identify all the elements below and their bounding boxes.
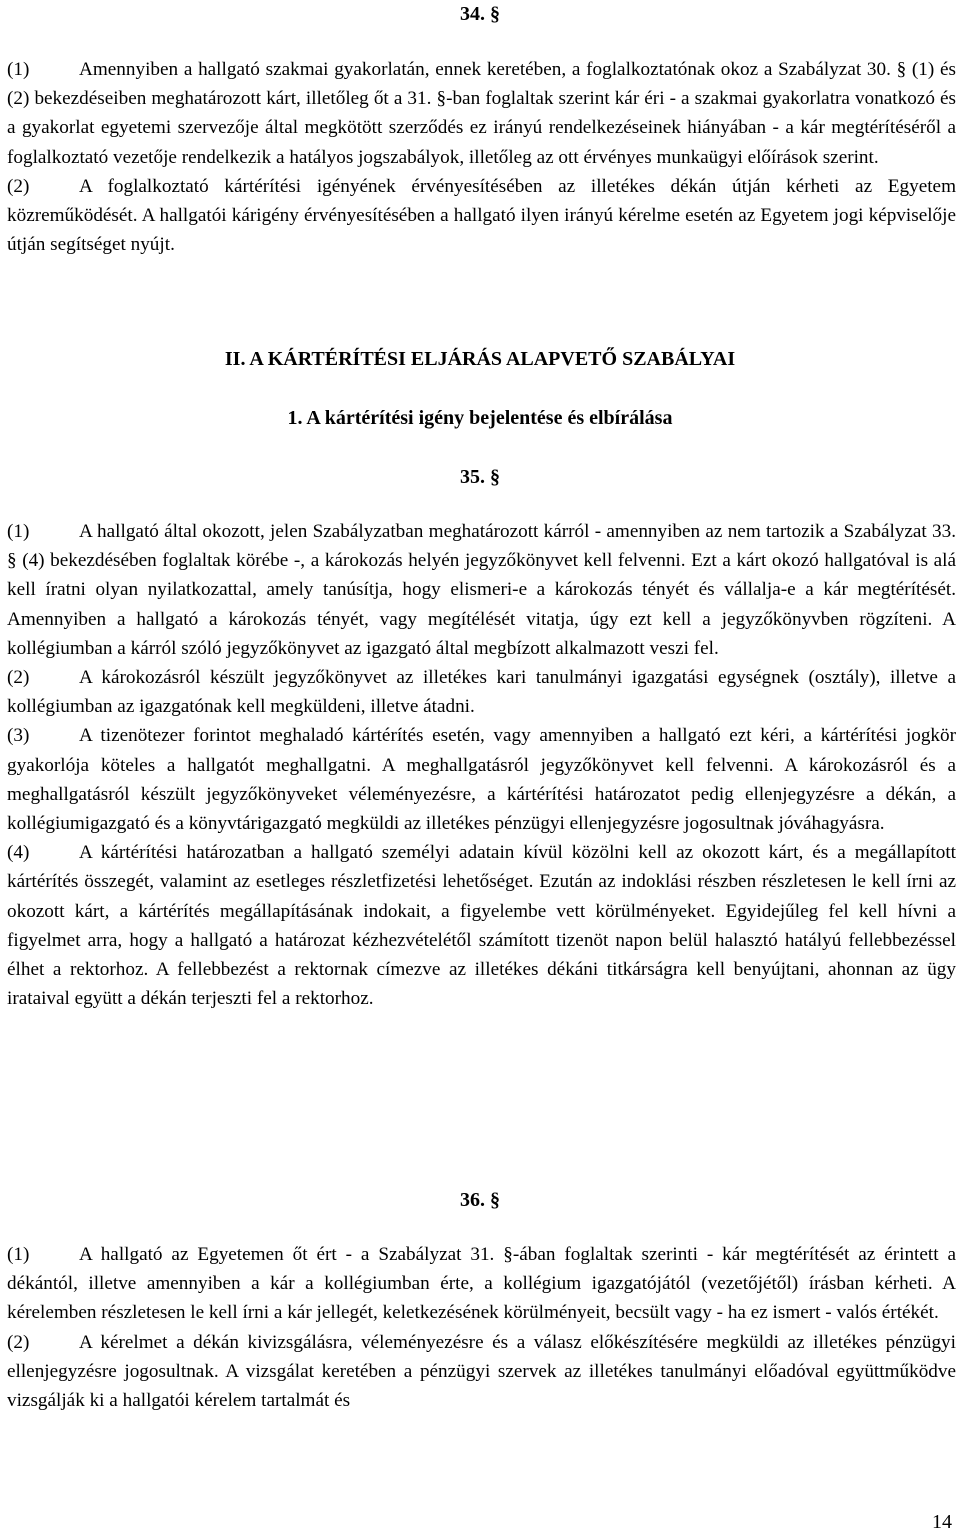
section-body-36	[0, 1240, 960, 1415]
paragraph-number: (1)	[7, 59, 30, 80]
section-body-35	[0, 517, 960, 1013]
section-body-34	[0, 55, 960, 259]
paragraph-number: (1)	[7, 521, 30, 542]
paragraph-36-1	[0, 1240, 960, 1328]
chapter-title: II. A KÁRTÉRÍTÉSI ELJÁRÁS ALAPVETŐ SZABÁLYAI	[224, 348, 736, 370]
section-title-35: 35. §	[460, 466, 500, 488]
paragraph-35-4	[0, 838, 960, 1013]
paragraph-number: (3)	[7, 725, 30, 747]
paragraph-text: A kérelmet a dékán kivizsgálásra, véleményezésre és a válasz előkészítésére megküldi az illetékes pénzügyi ellenjegyzésre jogosultnak. A vizsgálat keretében a pénzügyi szervek az illetékes tanulmányi előadóval együttműködve vizsgálják ki a hallgatói kérelem tartalmát és	[7, 1331, 956, 1412]
paragraph-text: A hallgató által okozott, jelen Szabályzatban meghatározott kárról - amennyiben az nem tartozik a Szabályzat 33. § (4) bekezdésében foglaltak körébe -, a károkozás helyén jegyzőkönyvet kell felvenni. Ezt a kárt okozó hallgatóval is alá kell íratni olyan nyilatkozattal, amely tanúsítja, hogy elismeri-e a károkozás tényét és vállalja-e a kár megtérítését. Amennyiben a hallgató a károkozás tényét, vagy megítélését vitatja, úgy ezt kell a jegyzőkönyvben rögzíteni. A kollégiumban a kárról szóló jegyzőkönyvet az igazgató által megbízott alkalmazott veszi fel.	[7, 521, 956, 659]
paragraph-number: (2)	[7, 1331, 30, 1353]
paragraph-text: Amennyiben a hallgató szakmai gyakorlatán, ennek keretében, a foglalkoztatónak okoz a Szabályzat 30. § (1) és (2) bekezdéseiben meghatározott kárt, illetőleg őt a 31. §-ban foglaltak szerint kár éri - a szakmai gyakorlatra vonatkozó és a gyakorlat egyetemi szervezője által megkötött szerződés ez irányú rendelkezéseinek hiányában - a kár megtérítéséről a foglalkoztató vezetője rendelkezik a hatályos jogszabályok, illetőleg az ott érvényes munkaügyi előírások szerint.	[7, 59, 956, 168]
paragraph-text: A károkozásról készült jegyzőkönyvet az illetékes kari tanulmányi igazgatási egységnek (osztály), illetve a kollégiumban az igazgatónak kell megküldeni, illetve átadni.	[7, 667, 956, 718]
paragraph-36-2	[0, 1328, 960, 1416]
paragraph-number: (1)	[7, 1244, 30, 1265]
subchapter-title: 1. A kártérítési igény bejelentése és elbírálása	[287, 407, 673, 429]
paragraph-text: A hallgató az Egyetemen őt ért - a Szabályzat 31. §-ában foglaltak szerinti - kár megtérítését az érintett a dékántól, illetve amennyiben a kár a kollégiumban érte, a kollégium igazgatójától (vezetőjétől) írásban kérheti. A kérelemben részletesen le kell írni a kár jellegét, keletkezésének körülményeit, becsült vagy - ha ez ismert - valós értékét.	[7, 1244, 956, 1324]
section-title-34: 34. §	[460, 3, 500, 25]
paragraph-text: A tizenötezer forintot meghaladó kártérítés esetén, vagy amennyiben a hallgató ezt kéri, a kártérítési jogkör gyakorlója köteles a hallgatót meghallgatni. A meghallgatásról jegyzőkönyvet kell felvenni. A károkozásról és a meghallgatásról készült jegyzőkönyveket véleményezésre, a kártérítési határozatot pedig ellenjegyzésre a dékán, a kollégiumigazgató és a könyvtárigazgató megküldi az illetékes pénzügyi ellenjegyzésre jogosultnak jóváhagyásra.	[7, 725, 956, 835]
paragraph-34-1	[0, 55, 960, 172]
paragraph-number: (2)	[7, 667, 30, 689]
paragraph-number: (4)	[7, 842, 30, 864]
section-title-36: 36. §	[460, 1189, 500, 1211]
page-number: 14	[932, 1511, 952, 1533]
paragraph-34-2	[0, 172, 960, 260]
paragraph-text: A kártérítési határozatban a hallgató személyi adatain kívül közölni kell az okozott kárt, és a megállapított kártérítés összegét, valamint az esetleges részletfizetési lehetőséget. Ezután az indoklási részben részletesen le kell írni az okozott kárt, a kártérítés megállapításának indokait, a figyelembe vett körülményeket. Egyidejűleg fel kell hívni a figyelmet arra, hogy a hallgató a határozat kézhezvételétől számított tizenöt napon belül halasztó hatályú fellebbezéssel élhet a rektorhoz. A fellebbezést a rektornak címezve az illetékes dékáni titkárságra kell benyújtani, ahonnan az ügy irataival együtt a dékán terjeszti fel a rektorhoz.	[7, 842, 956, 1010]
paragraph-number: (2)	[7, 175, 30, 197]
paragraph-35-1	[0, 517, 960, 663]
paragraph-35-3	[0, 721, 960, 838]
paragraph-35-2	[0, 663, 960, 721]
paragraph-text: A foglalkoztató kártérítési igényének érvényesítésében az illetékes dékán útján kérheti az Egyetem közreműködését. A hallgatói kárigény érvényesítésében a hallgató ilyen irányú kérelme esetén az Egyetem jogi képviselője útján segítséget nyújt.	[7, 175, 956, 256]
